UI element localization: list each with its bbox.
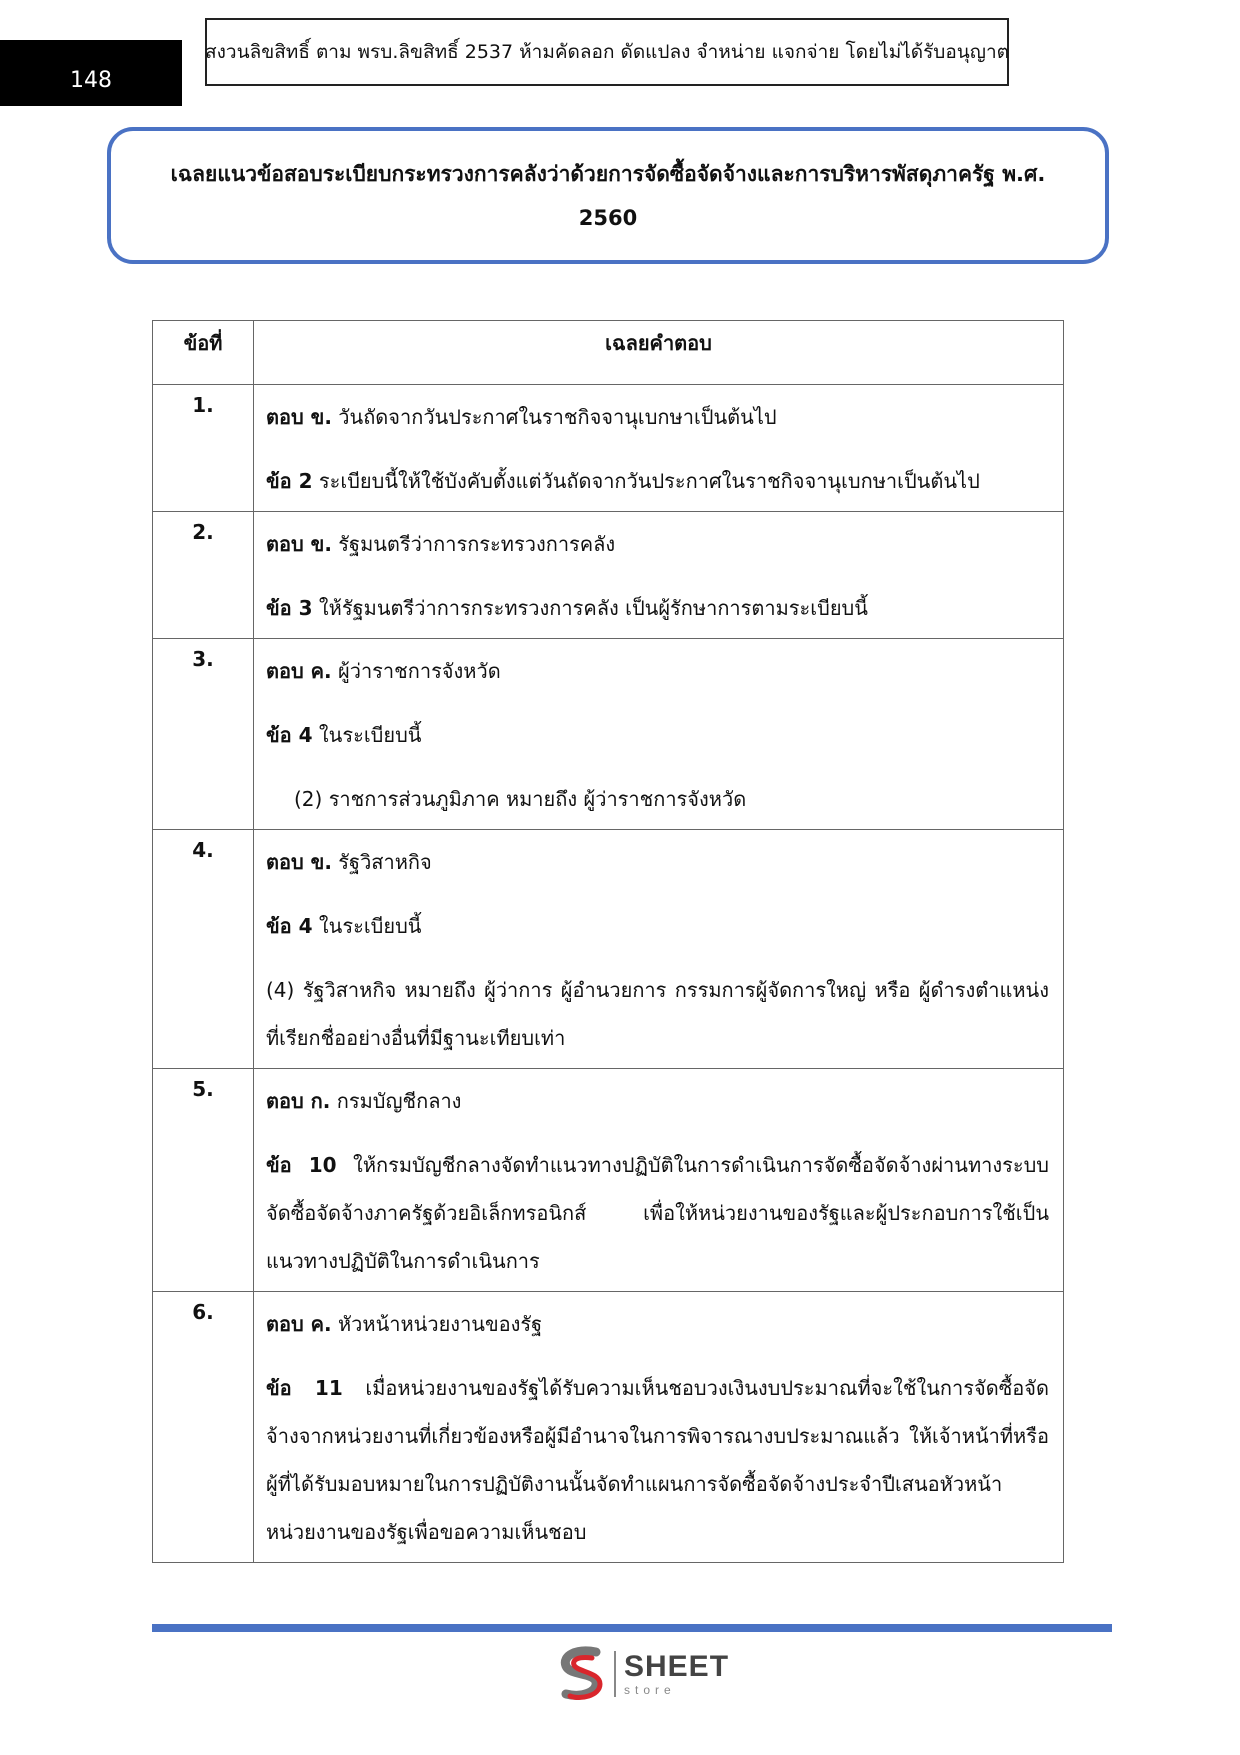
table-row	[153, 830, 1064, 1069]
answer-text: หัวหน้าหน่วยงานของรัฐ	[331, 1312, 543, 1336]
answer-label: ตอบ ข.	[266, 532, 332, 556]
row-number: 6.	[153, 1292, 254, 1563]
reference-label: ข้อ 4	[266, 723, 313, 747]
table-row	[153, 512, 1064, 639]
row-number: 5.	[153, 1069, 254, 1292]
answer-cell	[254, 385, 1064, 512]
reference-text: เมื่อหน่วยงานของรัฐได้รับความเห็นชอบวงเงินงบประมาณที่จะใช้ในการจัดซื้อจัดจ้างจากหน่วยงานที่เกี่ยวข้องหรือผู้มีอำนาจในการพิจารณางบประมาณแล้ว ให้เจ้าหน้าที่หรือผู้ที่ได้รับมอบหมายในการปฏิบัติงานนั้นจัดทำแผนการจัดซื้อจัดจ้างประจำปีเสนอหัวหน้าหน่วยงานของรัฐเพื่อขอความเห็นชอบ	[266, 1376, 1049, 1544]
page-number: 148	[0, 40, 182, 106]
reference-text: ในระเบียบนี้	[312, 914, 422, 938]
logo-separator	[614, 1651, 616, 1697]
row-number: 3.	[153, 639, 254, 830]
answer-text: ผู้ว่าราชการจังหวัด	[331, 659, 501, 683]
answer-cell	[254, 512, 1064, 639]
reference-text: ในระเบียบนี้	[312, 723, 422, 747]
row-number: 2.	[153, 512, 254, 639]
answer-text: รัฐวิสาหกิจ	[331, 850, 432, 874]
reference-detail: (4) รัฐวิสาหกิจ หมายถึง ผู้ว่าการ ผู้อำนวยการ กรรมการผู้จัดการใหญ่ หรือ ผู้ดำรงตำแหน่ง ที่เรียกชื่ออย่างอื่นที่มีฐานะเทียบเท่า	[266, 978, 1049, 1050]
reference-label: ข้อ 2	[266, 469, 313, 493]
reference-label: ข้อ 4	[266, 914, 313, 938]
answer-label: ตอบ ข.	[266, 850, 332, 874]
reference-text: ให้กรมบัญชีกลางจัดทำแนวทางปฏิบัติในการดำเนินการจัดซื้อจัดจ้างผ่านทางระบบจัดซื้อจัดจ้างภาครัฐด้วยอิเล็กทรอนิกส์ เพื่อให้หน่วยงานของรัฐและผู้ประกอบการใช้เป็นแนวทางปฏิบัติในการดำเนินการ	[266, 1153, 1049, 1273]
reference-label: ข้อ 3	[266, 596, 313, 620]
table-row	[153, 385, 1064, 512]
logo-main-text: SHEET	[624, 1650, 730, 1683]
table-row	[153, 639, 1064, 830]
answer-label: ตอบ ค.	[266, 659, 332, 683]
footer-divider	[152, 1624, 1112, 1632]
answer-text: วันถัดจากวันประกาศในราชกิจจานุเบกษาเป็นต้นไป	[331, 405, 777, 429]
table-row	[153, 1069, 1064, 1292]
row-number: 4.	[153, 830, 254, 1069]
logo-sub-text: store	[624, 1683, 676, 1697]
copyright-notice: สงวนลิขสิทธิ์ ตาม พรบ.ลิขสิทธิ์ 2537 ห้ามคัดลอก ดัดแปลง จำหน่าย แจกจ่าย โดยไม่ได้รับอนุญาต	[205, 18, 1009, 86]
answer-label: ตอบ ก.	[266, 1089, 331, 1113]
table-row	[153, 1292, 1064, 1563]
answer-label: ตอบ ข.	[266, 405, 332, 429]
answer-text: กรมบัญชีกลาง	[330, 1089, 462, 1113]
answer-text: รัฐมนตรีว่าการกระทรวงการคลัง	[331, 532, 616, 556]
answer-table	[152, 320, 1064, 1563]
reference-detail: (2) ราชการส่วนภูมิภาค หมายถึง ผู้ว่าราชการจังหวัด	[294, 787, 747, 811]
reference-text: ระเบียบนี้ให้ใช้บังคับตั้งแต่วันถัดจากวันประกาศในราชกิจจานุเบกษาเป็นต้นไป	[312, 469, 980, 493]
row-number: 1.	[153, 385, 254, 512]
document-title-line1: เฉลยแนวข้อสอบระเบียบกระทรวงการคลังว่าด้วยการจัดซื้อจัดจ้างและการบริหารพัสดุภาครัฐ พ.ศ.	[170, 161, 1046, 186]
sheet-store-s-logo-icon	[556, 1646, 608, 1702]
answer-cell	[254, 1292, 1064, 1563]
reference-text: ให้รัฐมนตรีว่าการกระทรวงการคลัง เป็นผู้รักษาการตามระเบียบนี้	[312, 596, 868, 620]
answer-cell	[254, 639, 1064, 830]
document-title-line2: 2560	[578, 205, 638, 230]
sheet-store-logo	[556, 1644, 736, 1704]
column-header-answer: เฉลยคำตอบ	[254, 321, 1064, 385]
logo-text	[624, 1652, 729, 1696]
answer-cell	[254, 830, 1064, 1069]
answer-cell	[254, 1069, 1064, 1292]
reference-label: ข้อ 11	[266, 1376, 343, 1400]
reference-label: ข้อ 10	[266, 1153, 337, 1177]
document-title-box	[107, 127, 1109, 264]
table-header-row	[153, 321, 1064, 385]
column-header-number: ข้อที่	[153, 321, 254, 385]
answer-label: ตอบ ค.	[266, 1312, 332, 1336]
